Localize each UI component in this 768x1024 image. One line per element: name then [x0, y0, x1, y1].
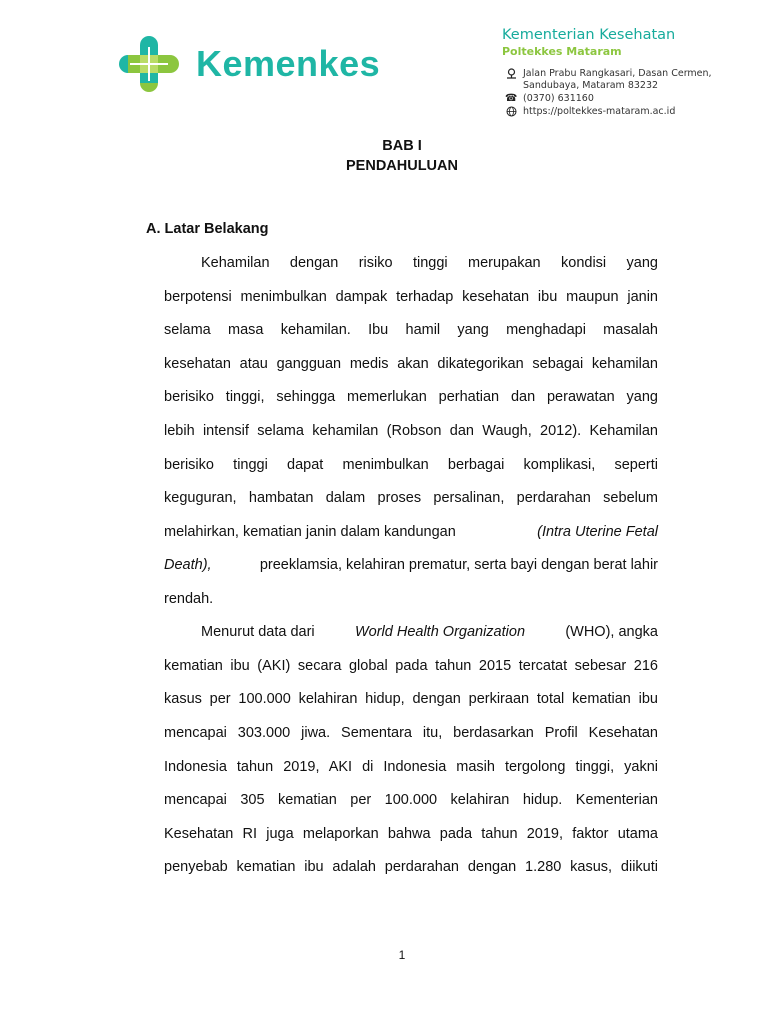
- phone-number: (0370) 631160: [523, 93, 594, 104]
- website-link[interactable]: https://poltekkes-mataram.ac.id: [523, 106, 676, 117]
- kemenkes-logo: [118, 35, 418, 95]
- sub-institution-name: Poltekkes Mataram: [502, 45, 622, 58]
- section-heading: A. Latar Belakang: [146, 221, 269, 237]
- text-line: berisiko tinggi dapat menimbulkan berbagai komplikasi, seperti: [164, 457, 658, 473]
- italic-term: (Intra Uterine Fetal: [537, 524, 658, 540]
- contact-block: [505, 68, 712, 118]
- text-line: mencapai 305 kematian per 100.000 kelahiran hidup. Kementerian: [164, 792, 658, 808]
- text-line: Kesehatan RI juga melaporkan bahwa pada tahun 2019, faktor utama: [164, 826, 658, 842]
- text-line: kasus per 100.000 kelahiran hidup, dengan perkiraan total kematian ibu: [164, 691, 658, 707]
- text-span: Menurut data dari: [201, 624, 315, 640]
- address-line-1: Jalan Prabu Rangkasari, Dasan Cermen,: [523, 68, 712, 79]
- institution-block: [502, 26, 752, 60]
- text-line: Indonesia tahun 2019, AKI di Indonesia masih tergolong tinggi, yakni: [164, 759, 658, 775]
- globe-icon: [505, 106, 517, 118]
- text-line: Kehamilan dengan risiko tinggi merupakan kondisi yang: [201, 255, 658, 271]
- text-line: [164, 557, 658, 574]
- text-line: mencapai 303.000 jiwa. Sementara itu, berdasarkan Profil Kesehatan: [164, 725, 658, 741]
- address-line-2: Sandubaya, Mataram 83232: [523, 80, 659, 91]
- website-row: [505, 106, 712, 118]
- italic-term: Death),: [164, 557, 212, 573]
- text-line: berisiko tinggi, sehingga memerlukan perhatian dan perawatan yang: [164, 389, 658, 405]
- text-line: kematian ibu (AKI) secara global pada tahun 2015 tercatat sebesar 216: [164, 658, 658, 674]
- text-line: [201, 624, 658, 641]
- text-line: keguguran, hambatan dalam proses persalinan, perdarahan sebelum: [164, 490, 658, 506]
- kemenkes-logo-mark-icon: [118, 35, 180, 93]
- text-span: preeklamsia, kelahiran prematur, serta bayi dengan berat lahir: [259, 557, 658, 573]
- phone-row: [505, 93, 712, 105]
- phone-icon: ☎: [505, 93, 518, 104]
- text-line: rendah.: [164, 591, 214, 607]
- text-line: penyebab kematian ibu adalah perdarahan dengan 1.280 kasus, diikuti: [164, 859, 658, 875]
- text-line: lebih intensif selama kehamilan (Robson dan Waugh, 2012). Kehamilan: [164, 423, 658, 439]
- page-number: 1: [398, 948, 406, 962]
- text-line: selama masa kehamilan. Ibu hamil yang menghadapi masalah: [164, 322, 658, 338]
- address-row: [505, 68, 712, 92]
- text-span: (WHO), angka: [565, 624, 658, 640]
- text-span: melahirkan, kematian janin dalam kandungan: [164, 524, 456, 540]
- text-line: kesehatan atau gangguan medis akan dikategorikan sebagai kehamilan: [164, 356, 658, 372]
- institution-name: Kementerian Kesehatan: [502, 27, 676, 43]
- chapter-title: PENDAHULUAN: [346, 158, 458, 174]
- logo-wordmark: Kemenkes: [196, 43, 381, 84]
- text-line: berpotensi menimbulkan dampak terhadap kesehatan ibu maupun janin: [164, 289, 658, 305]
- text-line: [164, 524, 658, 541]
- location-icon: [505, 68, 517, 80]
- chapter-number: BAB I: [382, 138, 422, 154]
- italic-term: World Health Organization: [354, 624, 526, 640]
